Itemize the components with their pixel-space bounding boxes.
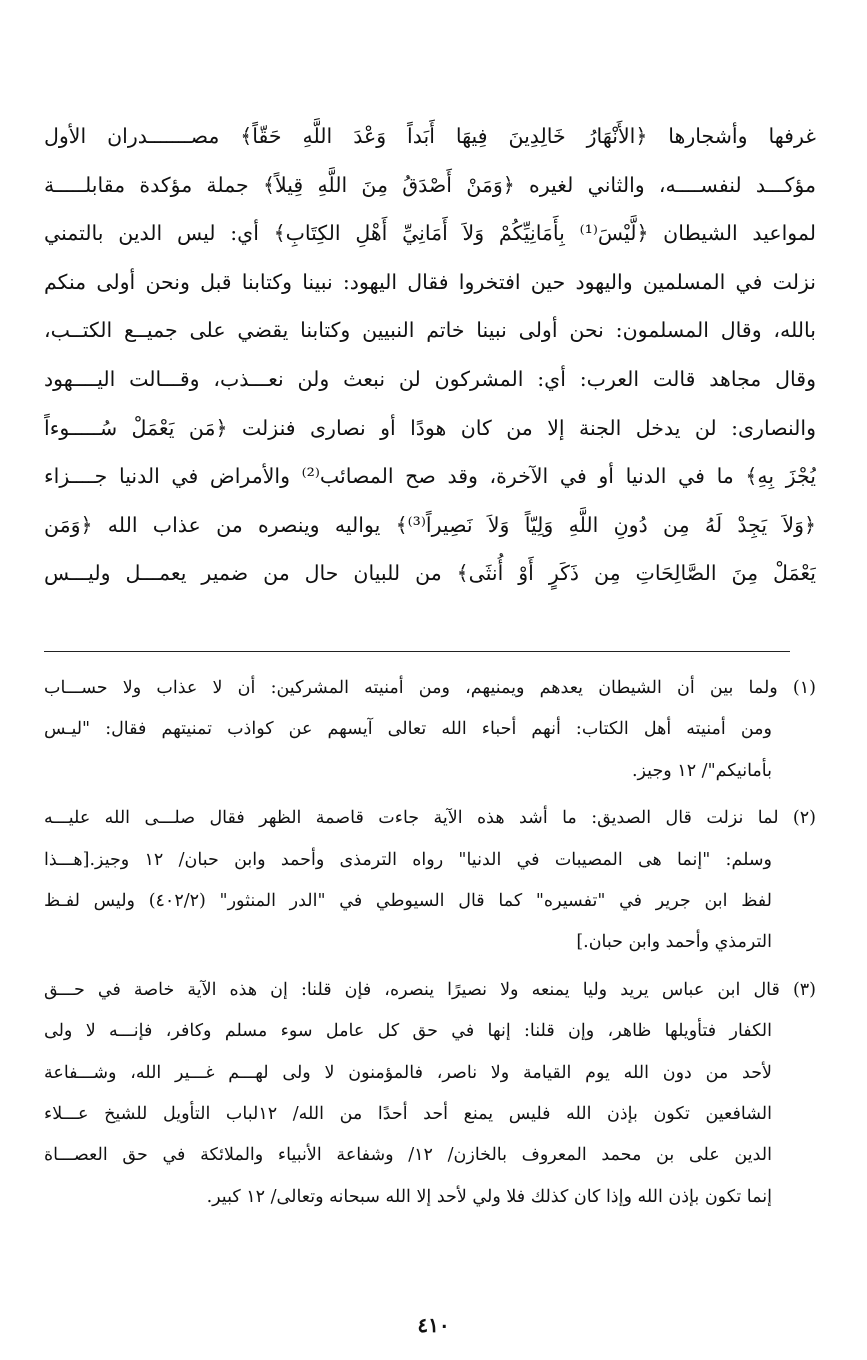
footnotes <box>44 668 816 1224</box>
main-text-line: لمواعيد الشيطان ﴿لَّيْسَ⁽¹⁾ بِأَمَانِيِّكُمْ وَلاَ أَمَانِيِّ أَهْلِ الكِتَابِ﴾ أي: ليس الدين بالتمني <box>44 221 816 246</box>
main-text-line: يَعْمَلْ مِنَ الصَّالِحَاتِ مِن ذَكَرٍ أَوْ أُنثَى﴾ من للبيان حال من ضمير يعمـــل وليـــس <box>44 561 816 586</box>
main-text-line: والنصارى: لن يدخل الجنة إلا من كان هودًا أو نصارى فنزلت ﴿مَن يَعْمَلْ سُـــــوءاً <box>44 415 816 440</box>
footnote-line: الترمذي وأحمد وابن حبان.] <box>576 932 772 953</box>
footnote-2 <box>44 798 816 964</box>
page-number: ٤١٠ <box>417 1313 450 1337</box>
main-text <box>44 112 816 598</box>
main-text-line: نزلت في المسلمين واليهود حين افتخروا فقال اليهود: نبينا وكتابنا قبل ونحن أولى منكم <box>44 269 816 294</box>
main-text-line: يُجْزَ بِهِ﴾ ما في الدنيا أو في الآخرة، وقد صح المصائب⁽²⁾ والأمراض في الدنيا جــــزاء <box>44 464 816 489</box>
main-text-line: غرفها وأشجارها ﴿الأَنْهَارُ خَالِدِينَ فِيهَا أَبَداً وَعْدَ اللَّهِ حَقّاً﴾ مصـــــــدران الأول <box>44 124 816 148</box>
footnote-3 <box>44 970 816 1218</box>
footnote-line: الشافعين تكون بإذن الله فليس يمنع أحد أحدًا من الله/ ١٢لباب التأويل للشيخ عـــلاء <box>44 1103 772 1124</box>
main-text-line: بالله، وقال المسلمون: نحن أولى نبينا خاتم النبيين وكتابنا يقضي على جميــع الكتــب، <box>44 318 816 343</box>
footnote-line: وسلم: "إنما هى المصيبات في الدنيا" رواه الترمذى وأحمد وابن حبان/ ١٢ وجيز.[هـــذا <box>44 849 772 870</box>
footnote-line: (٣) قال ابن عباس يريد وليا يمنعه ولا نصيرًا ينصره، فإن قلنا: إن هذه الآية خاصة في حـــق <box>44 979 816 1000</box>
footnote-divider <box>44 651 790 652</box>
footnote-line: إنما تكون بإذن الله وإذا كان كذلك فلا ولي لأحد إلا الله سبحانه وتعالى/ ١٢ كبير. <box>206 1186 772 1207</box>
main-text-line: ﴿وَلاَ يَجِدْ لَهُ مِن دُونِ اللَّهِ وَلِيّاً وَلاَ نَصِيراً⁽³⁾﴾ يواليه وينصره من عذاب الله ﴿وَمَن <box>44 512 816 537</box>
footnote-line: الدين على بن محمد المعروف بالخازن/ ١٢/ وشفاعة الأنبياء والملائكة في حق العصـــاة <box>44 1145 772 1166</box>
main-text-line: وقال مجاهد قالت العرب: أي: المشركون لن نبعث ولن نعـــذب، وقـــالت اليــــهود <box>44 366 816 391</box>
footnote-line: (١) ولما بين أن الشيطان يعدهم ويمنيهم، ومن أمنيته المشركين: أن لا عذاب ولا حســـاب <box>44 678 816 698</box>
main-text-line: مؤكـــد لنفســــه، والثاني لغيره ﴿وَمَنْ أَصْدَقُ مِنَ اللَّهِ قِيلاً﴾ جملة مؤكدة مقابلـــــة <box>44 172 816 197</box>
footnote-line: الكفار فتأويلها ظاهر، وإن قلنا: إنها في حق كل عامل سوء مسلم وكافر، فإنـــه لا ولى <box>44 1021 772 1042</box>
footnote-1 <box>44 668 816 792</box>
footnote-line: لأحد من دون الله يوم القيامة ولا ناصر، فالمؤمنون لا ولى لهـــم غـــير الله، وشـــفاعة <box>44 1062 772 1083</box>
footnote-line: ومن أمنيته أهل الكتاب: أنهم أحباء الله تعالى آيسهم عن كواذب تمنيتهم فقال: "ليـس <box>44 719 772 740</box>
footnote-line: لفظ ابن جرير في "تفسيره" كما قال السيوطي في "الدر المنثور" (٤٠٢/٢) وليس لفـظ <box>44 890 772 911</box>
footnote-line: (٢) لما نزلت قال الصديق: ما أشد هذه الآية جاءت قاصمة الظهر فقال صلـــى الله عليـــه <box>44 808 816 829</box>
footnote-line: بأمانيكم"/ ١٢ وجيز. <box>631 760 772 781</box>
